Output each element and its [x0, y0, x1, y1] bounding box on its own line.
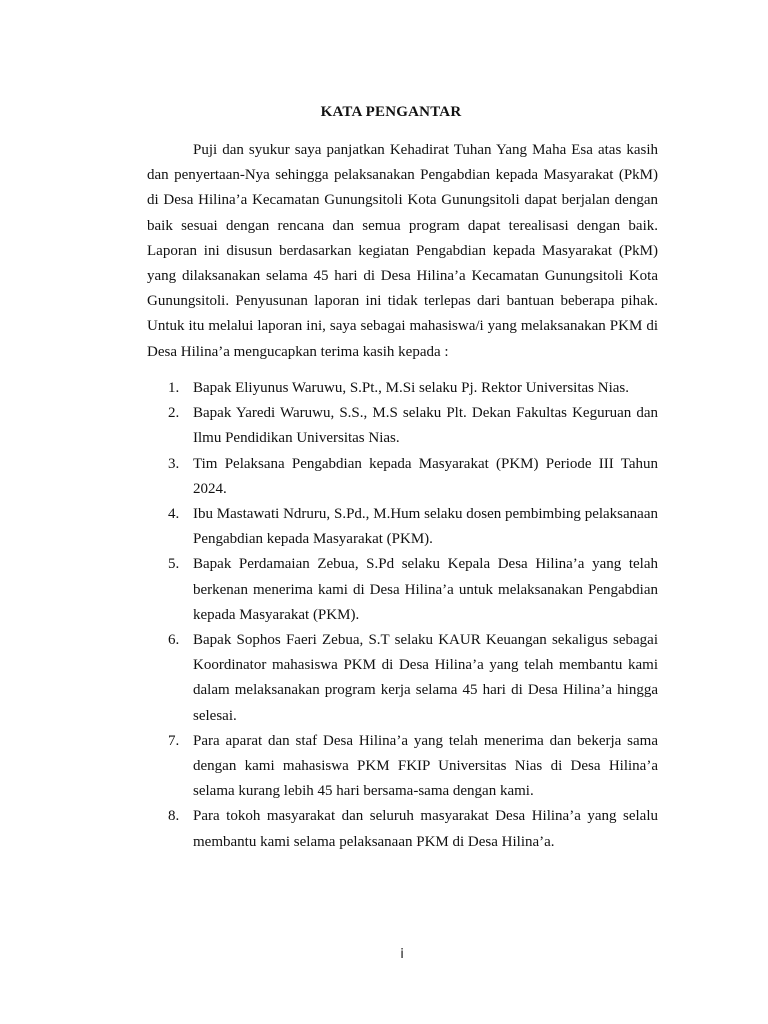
- list-item-number: 4.: [168, 506, 180, 523]
- list-item-number: 6.: [168, 632, 180, 649]
- page-number: i: [400, 947, 404, 962]
- list-item-text: Bapak Perdamaian Zebua, S.Pd selaku Kepala Desa Hilina’a yang telah berkenan menerima kami di Desa Hilina’a untuk melaksanakan Pengabdian kepada Masyarakat (PKM).: [193, 556, 658, 623]
- list-item: [147, 804, 658, 854]
- list-item: [147, 376, 658, 401]
- list-item-text: Ibu Mastawati Ndruru, S.Pd., M.Hum selaku dosen pembimbing pelaksanaan Pengabdian kepada Masyarakat (PKM).: [193, 506, 658, 548]
- list-item-number: 5.: [168, 556, 180, 573]
- list-item-number: 1.: [168, 380, 180, 396]
- list-item-text: Para tokoh masyarakat dan seluruh masyarakat Desa Hilina’a yang selalu membantu kami selama pelaksanaan PKM di Desa Hilina’a.: [193, 808, 658, 850]
- list-item: [147, 552, 658, 628]
- list-item: [147, 729, 658, 805]
- list-item-text: Bapak Sophos Faeri Zebua, S.T selaku KAUR Keuangan sekaligus sebagai Koordinator mahasiswa PKM di Desa Hilina’a yang telah membantu kami dalam melaksanakan program kerja selama 45 hari di Desa Hilina’a hingga selesai.: [193, 632, 658, 724]
- list-item-text: Para aparat dan staf Desa Hilina’a yang telah menerima dan bekerja sama dengan kami mahasiswa PKM FKIP Universitas Nias di Desa Hilina’a selama kurang lebih 45 hari bersama-sama dengan kami.: [193, 732, 658, 800]
- list-item-text: Bapak Eliyunus Waruwu, S.Pt., M.Si selaku Pj. Rektor Universitas Nias.: [193, 380, 629, 396]
- page-title: KATA PENGANTAR: [320, 104, 462, 120]
- acknowledgement-list: [147, 376, 658, 855]
- list-item: [147, 452, 658, 502]
- list-item: [147, 628, 658, 729]
- list-item-number: 3.: [168, 455, 180, 472]
- list-item-text: Tim Pelaksana Pengabdian kepada Masyarakat (PKM) Periode III Tahun 2024.: [193, 455, 658, 497]
- list-item-number: 2.: [168, 405, 180, 422]
- list-item-number: 8.: [168, 808, 180, 825]
- list-item: [147, 401, 658, 451]
- list-item: [147, 502, 658, 552]
- list-item-number: 7.: [168, 732, 180, 749]
- intro-paragraph: Puji dan syukur saya panjatkan Kehadirat Tuhan Yang Maha Esa atas kasih dan penyertaan-Nya sehingga pelaksanakan Pengabdian kepada Masyarakat (PkM) di Desa Hilina’a Kecamatan Gunungsitoli Kota Gunungsitoli dapat berjalan dengan baik sesuai dengan rencana dan semua program dapat terealisasi dengan baik. Laporan ini disusun berdasarkan kegiatan Pengabdian kepada Masyarakat (PkM) yang dilaksanakan selama 45 hari di Desa Hilina’a Kecamatan Gunungsitoli Kota Gunungsitoli. Penyusunan laporan ini tidak terlepas dari bantuan beberapa pihak. Untuk itu melalui laporan ini, saya sebagai mahasiswa/i yang melaksanakan PKM di Desa Hilina’a mengucapkan terima kasih kepada :: [147, 142, 658, 360]
- list-item-text: Bapak Yaredi Waruwu, S.S., M.S selaku Plt. Dekan Fakultas Keguruan dan Ilmu Pendidikan Universitas Nias.: [193, 405, 658, 447]
